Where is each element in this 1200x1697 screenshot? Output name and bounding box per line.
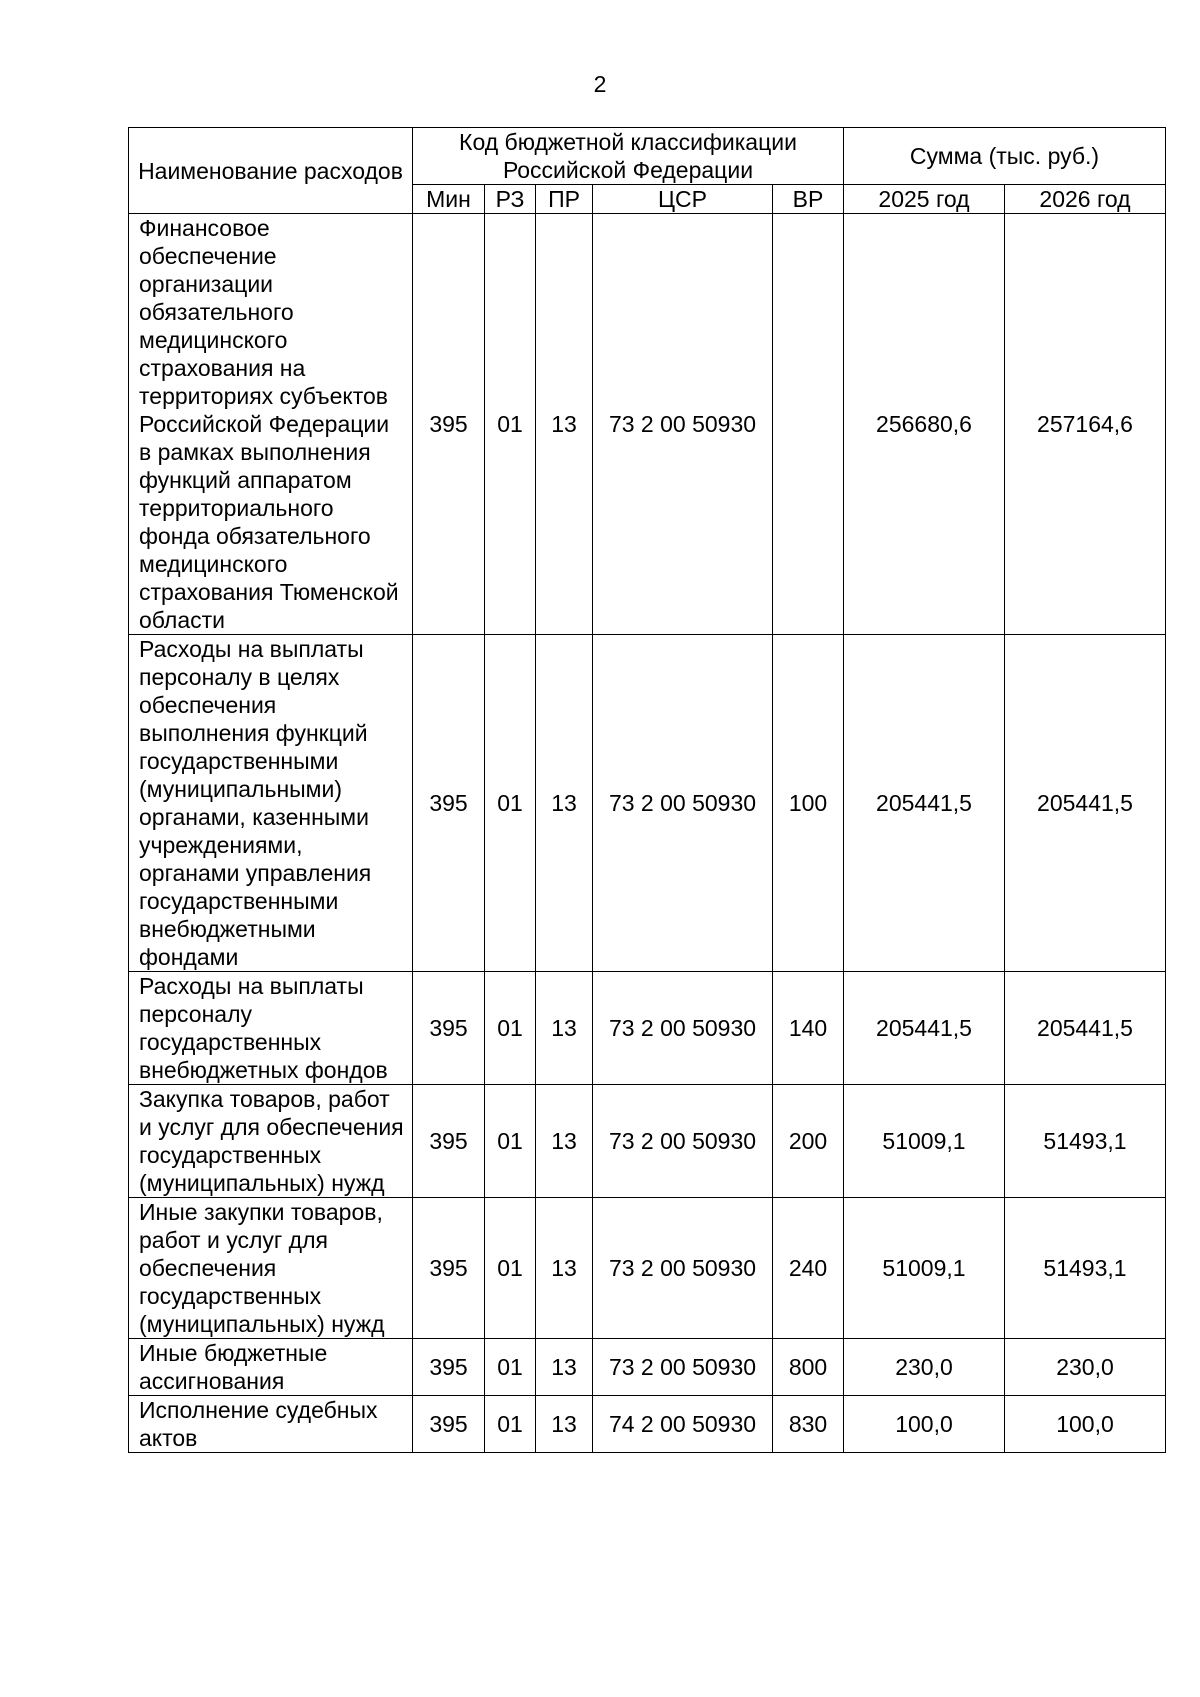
row-rz: 01 — [485, 1339, 536, 1396]
row-name: Расходы на выплаты персоналу в целях обеспечения выполнения функций государственными (муниципальными) органами, казенными учреждениями, органами управления государственными внебюджетными фондами — [129, 635, 413, 972]
row-pr: 13 — [536, 635, 593, 972]
header-csr: ЦСР — [593, 185, 773, 214]
row-name: Финансовое обеспечение организации обязательного медицинского страхования на территориях субъектов Российской Федерации в рамках выполнения функций аппаратом территориального фонда обязательного медицинского страхования Тюменской области — [129, 214, 413, 635]
row-rz: 01 — [485, 635, 536, 972]
row-pr: 13 — [536, 1339, 593, 1396]
row-rz: 01 — [485, 214, 536, 635]
header-sum-group: Сумма (тыс. руб.) — [844, 128, 1166, 185]
row-pr: 13 — [536, 972, 593, 1085]
row-pr: 13 — [536, 1198, 593, 1339]
table-row — [129, 972, 1166, 1085]
row-rz: 01 — [485, 1085, 536, 1198]
header-code-group: Код бюджетной классификации Российской Федерации — [413, 128, 844, 185]
row-csr: 73 2 00 50930 — [593, 635, 773, 972]
table-row — [129, 1198, 1166, 1339]
row-name: Исполнение судебных актов — [129, 1396, 413, 1453]
row-vr: 140 — [773, 972, 844, 1085]
row-pr: 13 — [536, 1396, 593, 1453]
budget-table — [128, 127, 1166, 1453]
row-vr: 800 — [773, 1339, 844, 1396]
row-2025: 51009,1 — [844, 1198, 1005, 1339]
header-2026: 2026 год — [1005, 185, 1166, 214]
row-2025: 100,0 — [844, 1396, 1005, 1453]
row-vr: 240 — [773, 1198, 844, 1339]
row-csr: 73 2 00 50930 — [593, 1085, 773, 1198]
row-min: 395 — [413, 214, 485, 635]
row-2026: 51493,1 — [1005, 1085, 1166, 1198]
row-csr: 73 2 00 50930 — [593, 214, 773, 635]
row-2026: 257164,6 — [1005, 214, 1166, 635]
row-min: 395 — [413, 1396, 485, 1453]
table-row — [129, 1339, 1166, 1396]
row-min: 395 — [413, 1085, 485, 1198]
row-name: Иные бюджетные ассигнования — [129, 1339, 413, 1396]
row-2026: 51493,1 — [1005, 1198, 1166, 1339]
table-row — [129, 214, 1166, 635]
row-2026: 205441,5 — [1005, 972, 1166, 1085]
row-rz: 01 — [485, 1198, 536, 1339]
table-row — [129, 1085, 1166, 1198]
header-rz: РЗ — [485, 185, 536, 214]
table-row — [129, 635, 1166, 972]
header-vr: ВР — [773, 185, 844, 214]
header-min: Мин — [413, 185, 485, 214]
row-csr: 73 2 00 50930 — [593, 1339, 773, 1396]
row-min: 395 — [413, 972, 485, 1085]
row-csr: 73 2 00 50930 — [593, 1198, 773, 1339]
row-2025: 256680,6 — [844, 214, 1005, 635]
row-csr: 74 2 00 50930 — [593, 1396, 773, 1453]
row-rz: 01 — [485, 1396, 536, 1453]
row-2025: 51009,1 — [844, 1085, 1005, 1198]
page-number: 2 — [593, 71, 607, 97]
row-vr: 200 — [773, 1085, 844, 1198]
row-2025: 205441,5 — [844, 972, 1005, 1085]
table-row — [129, 1396, 1166, 1453]
header-row-top — [129, 128, 1166, 185]
row-vr: 830 — [773, 1396, 844, 1453]
row-pr: 13 — [536, 214, 593, 635]
row-2026: 205441,5 — [1005, 635, 1166, 972]
header-2025: 2025 год — [844, 185, 1005, 214]
row-min: 395 — [413, 1339, 485, 1396]
row-2026: 100,0 — [1005, 1396, 1166, 1453]
row-vr: 100 — [773, 635, 844, 972]
row-min: 395 — [413, 1198, 485, 1339]
row-name: Расходы на выплаты персоналу государственных внебюджетных фондов — [129, 972, 413, 1085]
row-csr: 73 2 00 50930 — [593, 972, 773, 1085]
row-vr — [773, 214, 844, 635]
row-name: Закупка товаров, работ и услуг для обеспечения государственных (муниципальных) нужд — [129, 1085, 413, 1198]
row-name: Иные закупки товаров, работ и услуг для обеспечения государственных (муниципальных) нужд — [129, 1198, 413, 1339]
row-pr: 13 — [536, 1085, 593, 1198]
header-name: Наименование расходов — [129, 128, 413, 214]
row-2025: 205441,5 — [844, 635, 1005, 972]
row-2026: 230,0 — [1005, 1339, 1166, 1396]
row-2025: 230,0 — [844, 1339, 1005, 1396]
row-rz: 01 — [485, 972, 536, 1085]
row-min: 395 — [413, 635, 485, 972]
header-pr: ПР — [536, 185, 593, 214]
